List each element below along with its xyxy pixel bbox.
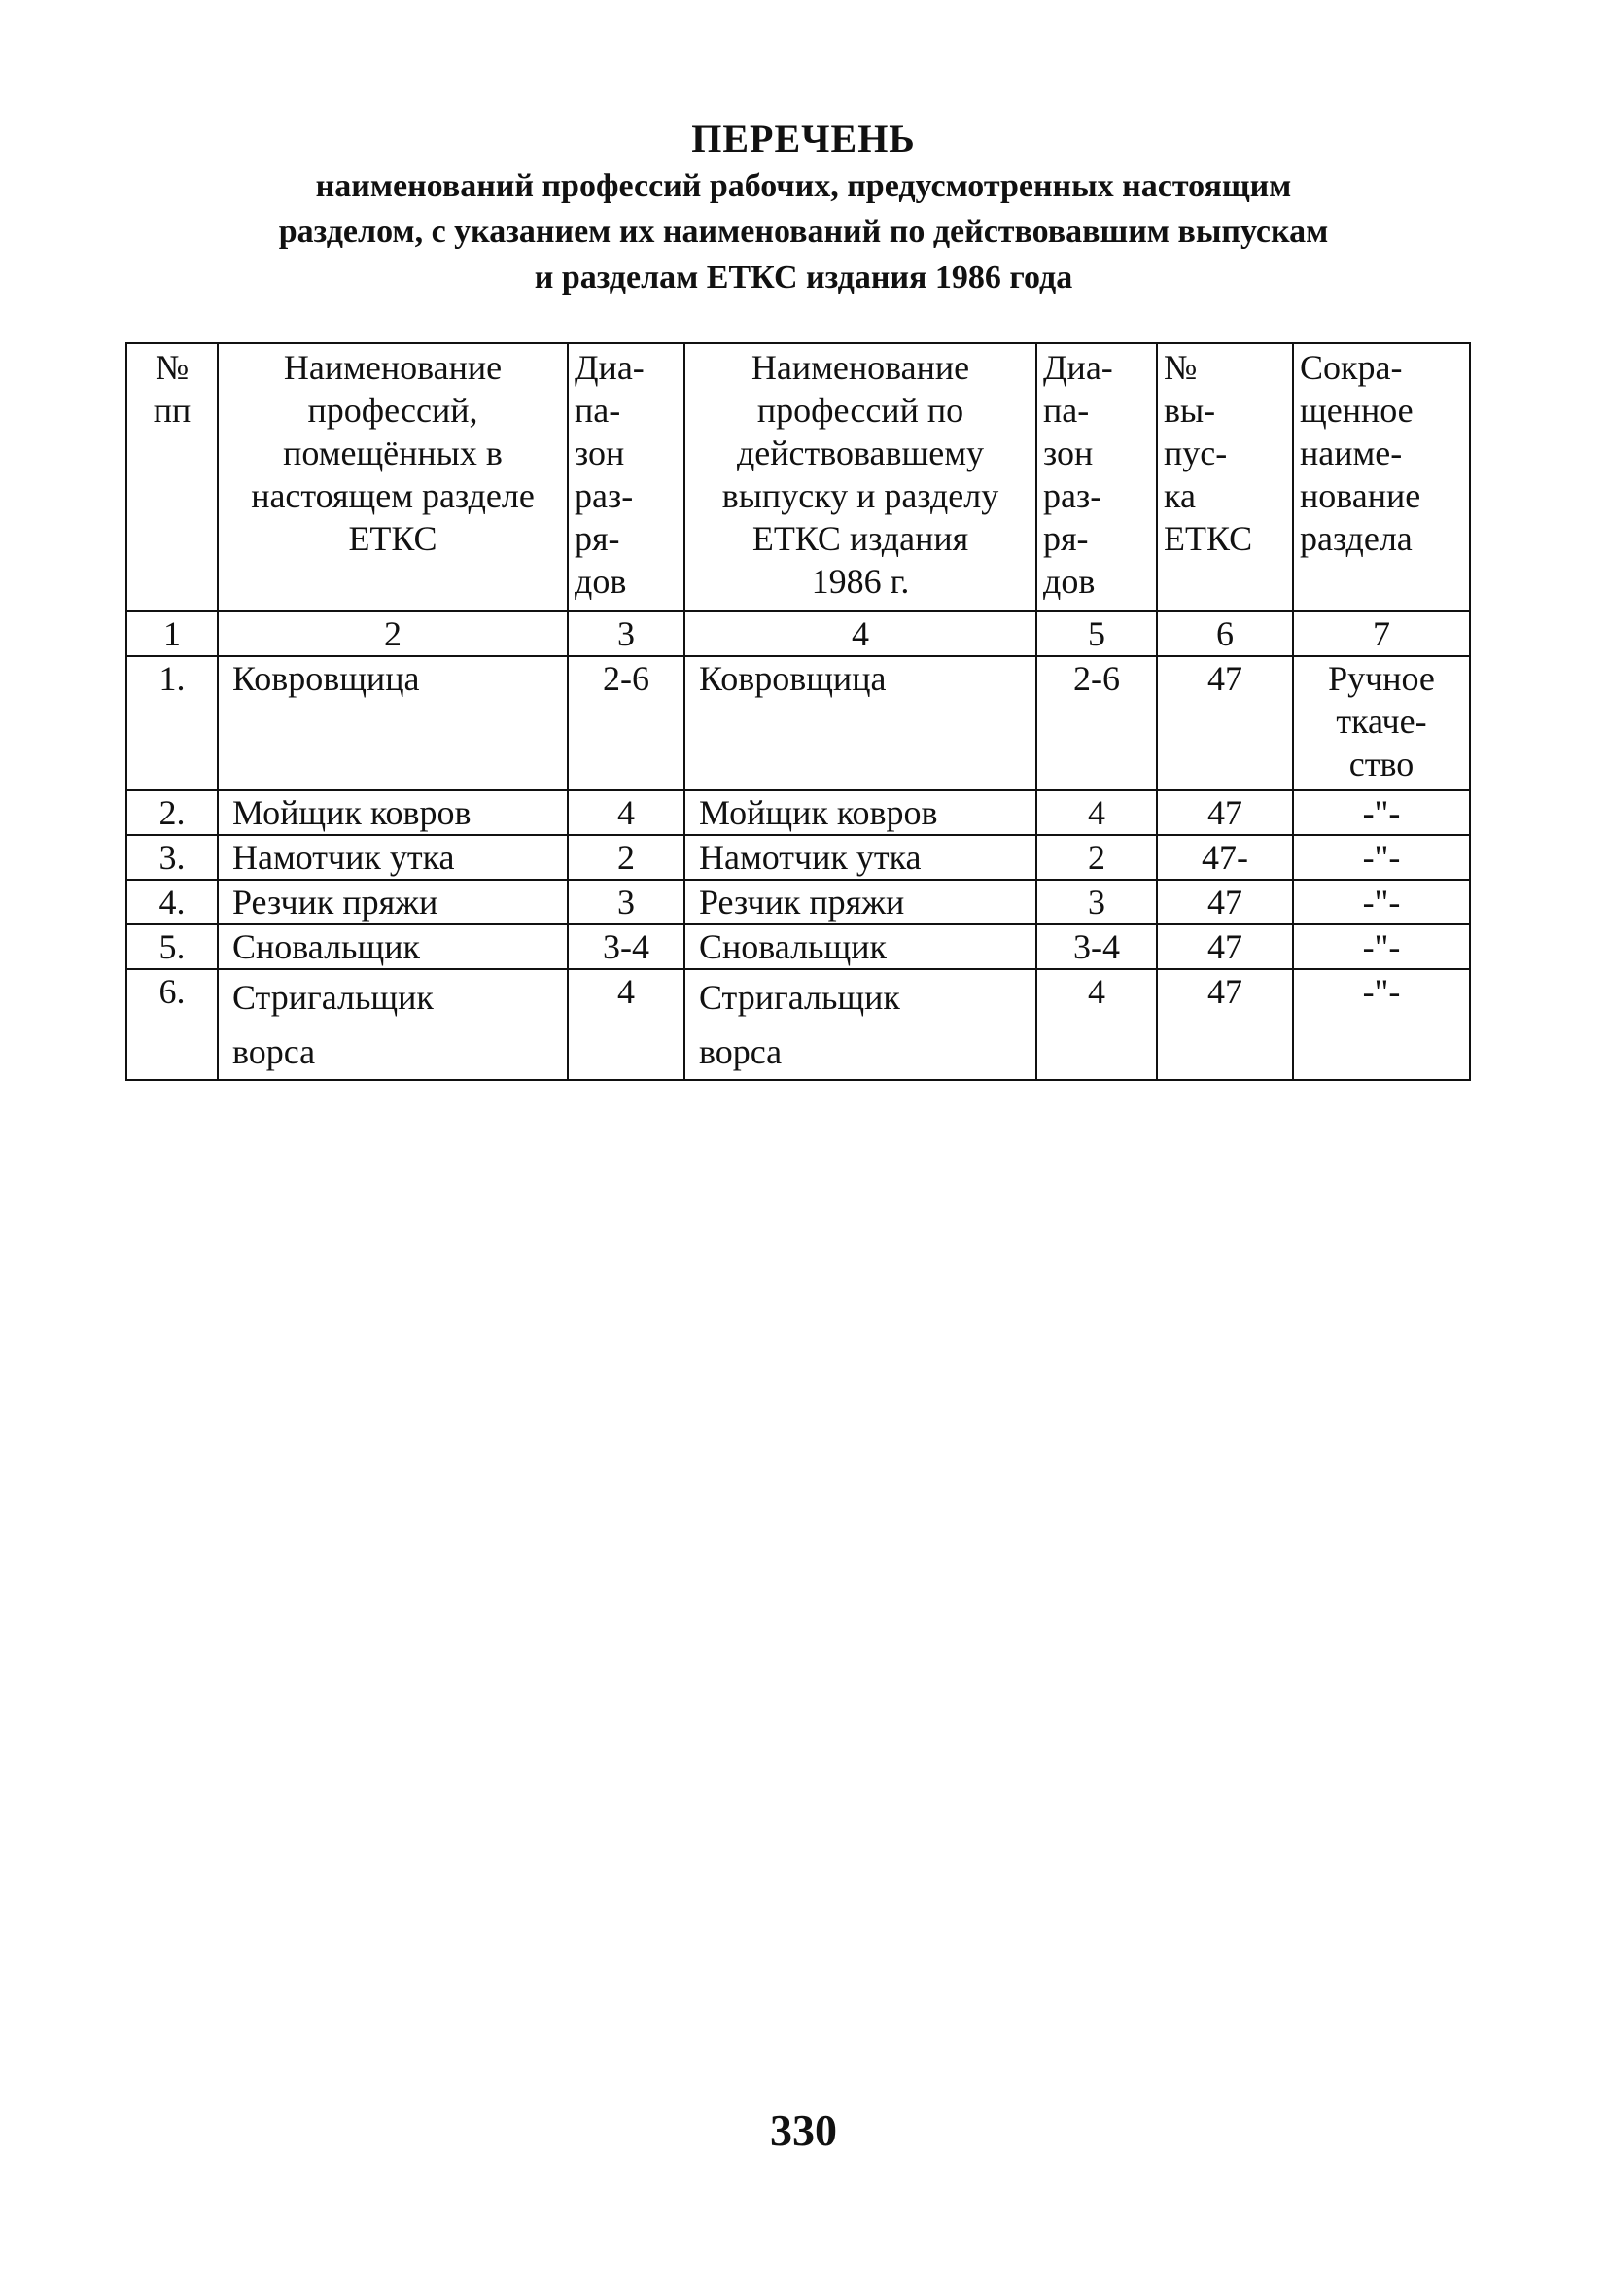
etks-issue: 47 [1157, 880, 1293, 924]
grade-range: 4 [568, 790, 684, 835]
header-section-short-name: Сокра- щенное наиме- нование раздела [1293, 343, 1470, 611]
old-grade-range: 3-4 [1036, 924, 1157, 969]
old-profession-name: Резчик пряжи [684, 880, 1036, 924]
profession-name: Резчик пряжи [218, 880, 568, 924]
subtitle-line-3: и разделам ЕТКС издания 1986 года [534, 260, 1073, 296]
old-profession-name: Сновальщик [684, 924, 1036, 969]
header-old-grade-range: Диа- па- зон раз- ря- дов [1036, 343, 1157, 611]
document-subtitle [162, 163, 1446, 300]
profession-name: Мойщик ковров [218, 790, 568, 835]
subtitle-line-1: наименований профессий рабочих, предусмотренных настоящим [315, 168, 1292, 204]
old-profession-name: Ковровщица [684, 656, 1036, 790]
table-row [126, 969, 1470, 1080]
profession-name: Намотчик утка [218, 835, 568, 880]
old-grade-range: 3 [1036, 880, 1157, 924]
document-title: ПЕРЕЧЕНЬ [691, 117, 916, 160]
column-number: 6 [1157, 611, 1293, 656]
column-number: 1 [126, 611, 218, 656]
section-short-name: -"- [1293, 924, 1470, 969]
section-short-name: Ручное ткаче- ство [1293, 656, 1470, 790]
page-number: 330 [770, 2105, 837, 2155]
old-grade-range: 2-6 [1036, 656, 1157, 790]
grade-range: 3 [568, 880, 684, 924]
header-old-profession-name: Наименование профессий по действовавшему выпуску и разделу ЕТКС издания 1986 г. [684, 343, 1036, 611]
column-number: 3 [568, 611, 684, 656]
table-row [126, 656, 1470, 790]
profession-name: Сновальщик [218, 924, 568, 969]
column-number: 5 [1036, 611, 1157, 656]
section-short-name: -"- [1293, 969, 1470, 1080]
etks-issue: 47- [1157, 835, 1293, 880]
row-number: 1. [126, 656, 218, 790]
old-grade-range: 4 [1036, 790, 1157, 835]
row-number: 4. [126, 880, 218, 924]
section-short-name: -"- [1293, 835, 1470, 880]
section-short-name: -"- [1293, 790, 1470, 835]
column-number: 4 [684, 611, 1036, 656]
row-number: 3. [126, 835, 218, 880]
old-grade-range: 2 [1036, 835, 1157, 880]
table-row [126, 924, 1470, 969]
subtitle-line-2: разделом, с указанием их наименований по действовавшим выпускам [278, 214, 1329, 250]
section-short-name: -"- [1293, 880, 1470, 924]
table-row [126, 835, 1470, 880]
old-profession-name: Мойщик ковров [684, 790, 1036, 835]
header-etks-issue: № вы- пус- ка ЕТКС [1157, 343, 1293, 611]
grade-range: 2-6 [568, 656, 684, 790]
etks-issue: 47 [1157, 924, 1293, 969]
etks-issue: 47 [1157, 969, 1293, 1080]
row-number: 6. [126, 969, 218, 1080]
grade-range: 4 [568, 969, 684, 1080]
header-number: № пп [126, 343, 218, 611]
table-row [126, 790, 1470, 835]
old-profession-name: Намотчик утка [684, 835, 1036, 880]
grade-range: 2 [568, 835, 684, 880]
column-number: 7 [1293, 611, 1470, 656]
row-number: 5. [126, 924, 218, 969]
table-row [126, 880, 1470, 924]
column-number: 2 [218, 611, 568, 656]
grade-range: 3-4 [568, 924, 684, 969]
old-profession-name: Стригальщик ворса [684, 969, 1036, 1080]
etks-issue: 47 [1157, 790, 1293, 835]
etks-issue: 47 [1157, 656, 1293, 790]
profession-name: Стригальщик ворса [218, 969, 568, 1080]
document-title-block [0, 115, 1607, 300]
column-number-row [126, 611, 1470, 656]
profession-name: Ковровщица [218, 656, 568, 790]
professions-table [125, 342, 1471, 1081]
header-grade-range: Диа- па- зон раз- ря- дов [568, 343, 684, 611]
header-profession-name: Наименование профессий, помещённых в настоящем разделе ЕТКС [218, 343, 568, 611]
table-header-row [126, 343, 1470, 611]
old-grade-range: 4 [1036, 969, 1157, 1080]
row-number: 2. [126, 790, 218, 835]
